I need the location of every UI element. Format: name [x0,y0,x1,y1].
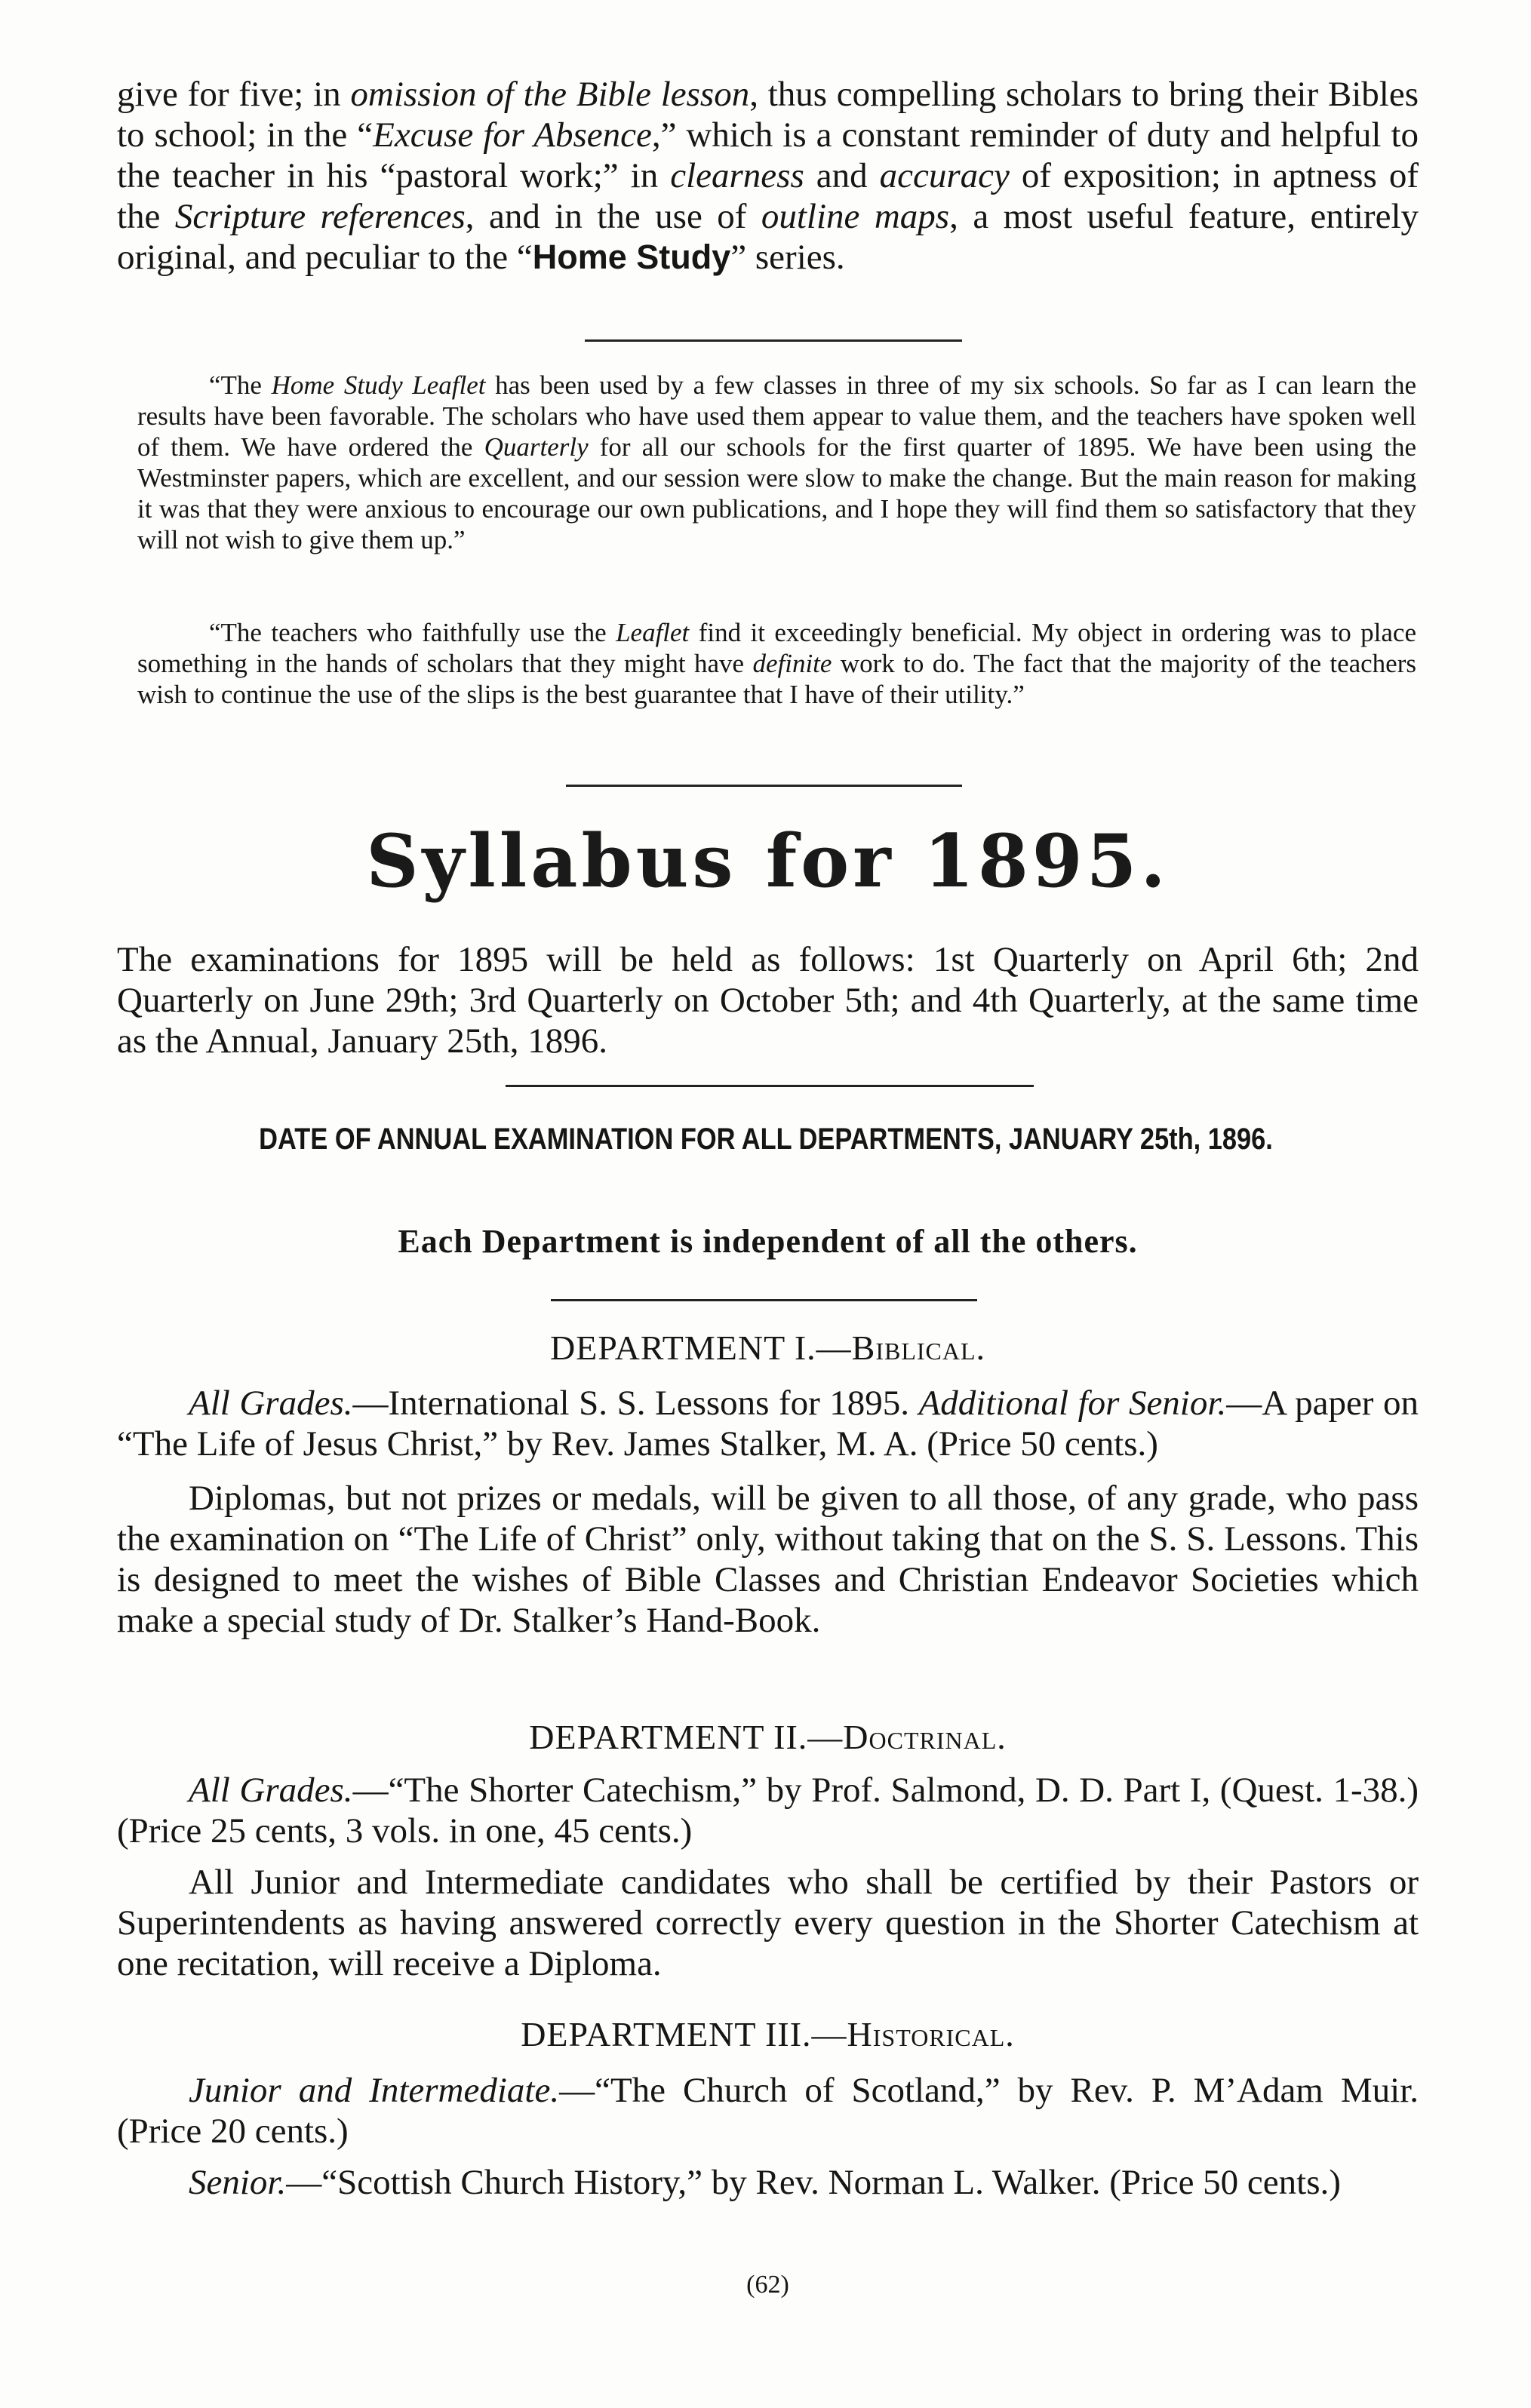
department-1-body [117,1383,1419,1641]
divider-rule [551,1299,977,1301]
quote-emphasis: Quarterly [484,432,589,462]
quote-text: work to do. The fact that the majority of the teachers wish to continue the use of the slips is the best guarantee that I have of their utility.” [137,649,1416,709]
department-text: —“Scottish Church History,” by Rev. Norman L. Walker. (Price 50 cents.) [286,2163,1341,2202]
department-2-note: All Junior and Intermediate candidates who shall be certified by their Pastors or Superintendents as having answered correctly every question in the Shorter Catechism at one recitation, will receive a Diploma. [117,1863,1419,1983]
grade-label: Junior and Intermediate. [189,2071,560,2110]
department-3-heading [117,2014,1419,2054]
intro-emphasis: clearness [670,156,804,195]
grade-label: All Grades. [189,1771,353,1810]
intro-text: , a most useful feature, entirely original, and peculiar to the “ [117,197,1419,277]
department-2-body [117,1770,1419,1984]
intro-emphasis: outline maps [761,197,950,236]
divider-rule [566,785,962,787]
intro-emphasis: omission of the Bible lesson [350,75,750,114]
quote-emphasis: Leaflet [616,618,690,647]
intro-text: , thus compelling scholars to bring their Bibles to school; in the “ [117,75,1419,155]
quote-text: for all our schools for the first quarter of 1895. We have been using the Westminster papers, which are excellent, and our session were slow to make the change. But the main reason for making it was that they were anxious to encourage our own publications, and I hope they will find them so satisfactory that they will not wish to give them up.” [137,432,1416,554]
grade-label: All Grades. [189,1384,353,1423]
intro-emphasis: Scripture references [174,197,466,236]
department-3-body [117,2070,1419,2203]
annual-exam-heading: DATE OF ANNUAL EXAMINATION FOR ALL DEPARTMENTS, JANUARY 25th, 1896. [259,1123,1273,1156]
annual-exam-heading-wrap [91,1123,1441,1156]
divider-rule [506,1085,1034,1087]
independent-heading: Each Department is independent of all the others. [398,1223,1138,1260]
department-1-note: Diplomas, but not prizes or medals, will be given to all those, of any grade, who pass the examination on “The Life of Christ” only, without taking that on the S. S. Lessons. This is designed to meet the wishes of Bible Classes and Christian Endeavor Societies which make a special study of Dr. Stalker’s Hand-Book. [117,1479,1419,1640]
quote-text: has been used by a few classes in three of my six schools. So far as I can learn the results have been favorable. The scholars who have used them appear to value them, and the teachers have spoken well of them. We have ordered the [137,370,1417,462]
department-2-title: DEPARTMENT II. [529,1718,808,1756]
department-text: —International S. S. Lessons for 1895. [352,1384,919,1423]
quote-text: “The [209,370,272,400]
testimonial-quote-1 [137,370,1416,555]
quote-text: “The teachers who faithfully use the [209,618,616,647]
intro-text: ,” which is a constant reminder of duty and helpful to the teacher in his “pastoral work;” in [117,115,1419,195]
divider-rule [585,339,962,342]
intro-emphasis: Excuse for Absence [373,115,652,155]
department-3-subtitle: —Historical. [811,2015,1015,2053]
intro-text: ” series. [730,238,845,277]
intro-emphasis: accuracy [879,156,1010,195]
home-study-brand: Home Study [532,238,731,276]
intro-text: give for five; in [117,75,351,114]
syllabus-paragraph [117,939,1419,1061]
department-text: —A paper on “The Life of Jesus Christ,” by Rev. James Stalker, M. A. (Price 50 cents.) [117,1384,1419,1464]
department-1-heading [117,1328,1419,1368]
intro-paragraph [117,74,1419,278]
department-2-heading [117,1717,1419,1757]
quote-emphasis: definite [752,649,832,678]
page-number: (62) [746,2271,789,2299]
department-3-title: DEPARTMENT III. [521,2015,812,2053]
department-1-title: DEPARTMENT I. [549,1328,816,1367]
intro-text: and [804,156,880,195]
testimonial-quote-2 [137,617,1416,710]
quote-emphasis: Home Study Leaflet [271,370,486,400]
intro-text: , and in the use of [465,197,761,236]
grade-label: Senior. [189,2163,287,2202]
quote-text: find it exceedingly beneficial. My object in ordering was to place something in the hands of scholars that they might have [137,618,1416,678]
syllabus-text: The examinations for 1895 will be held as follows: 1st Quarterly on April 6th; 2nd Quarterly on June 29th; 3rd Quarterly on October 5th; and 4th Quarterly, at the same time as the Annual, January 25th, 1896. [117,940,1419,1061]
intro-text: of exposition; in aptness of the [117,156,1419,236]
department-2-subtitle: —Doctrinal. [807,1718,1007,1756]
department-1-subtitle: —Biblical. [816,1328,986,1367]
grade-label: Additional for Senior. [918,1384,1227,1423]
syllabus-title: Syllabus for 1895. [366,819,1170,904]
department-text: —“The Shorter Catechism,” by Prof. Salmond, D. D. Part I, (Quest. 1-38.) (Price 25 cents, 3 vols. in one, 45 cents.) [117,1771,1419,1851]
department-text: —“The Church of Scotland,” by Rev. P. M’Adam Muir. (Price 20 cents.) [117,2071,1419,2151]
